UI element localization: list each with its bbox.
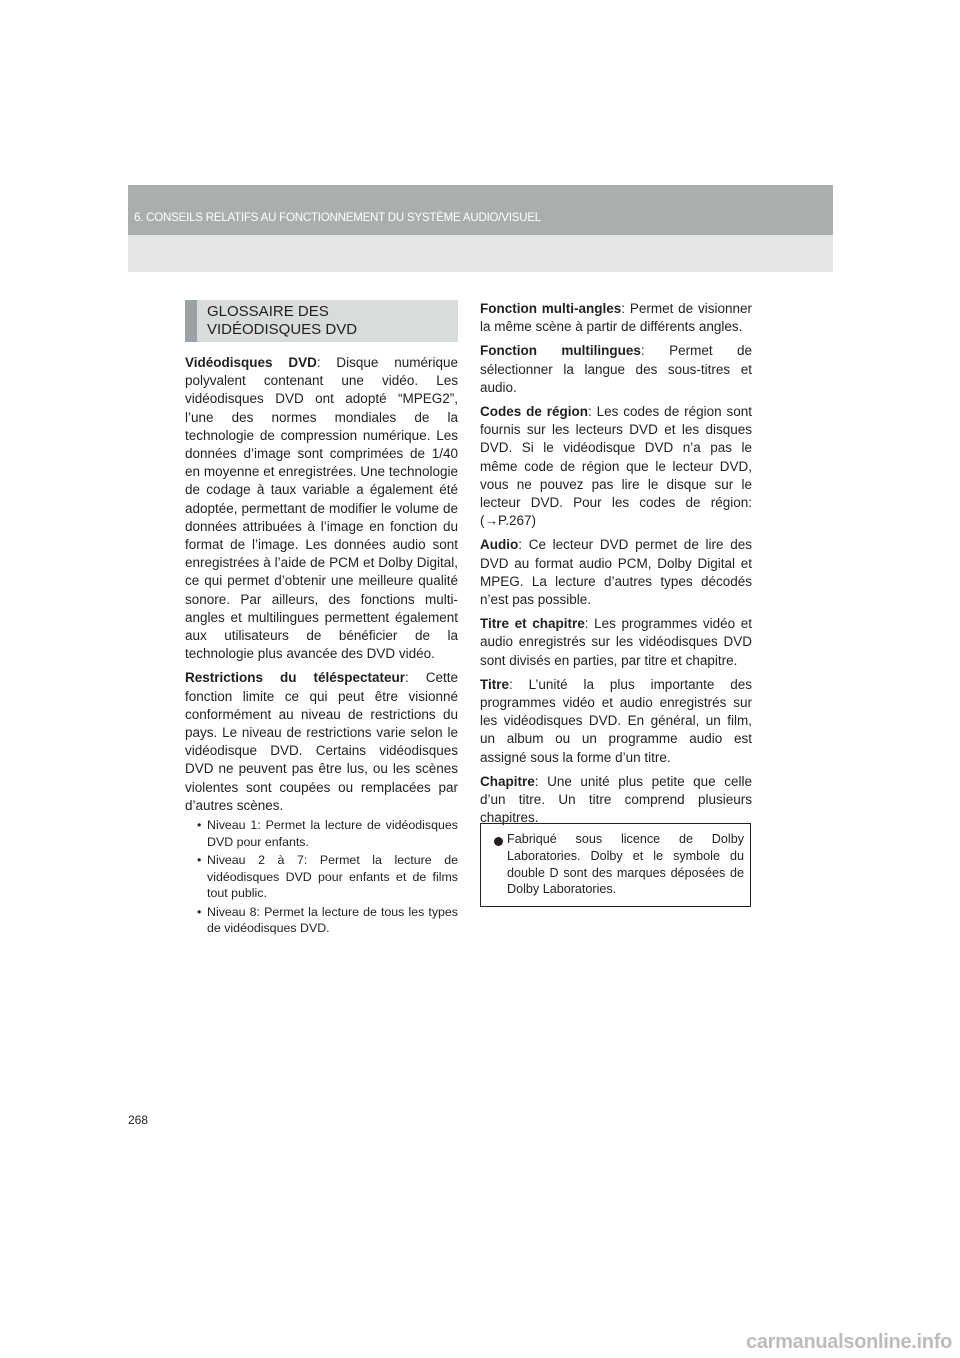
right-column (480, 300, 752, 833)
term-label: Titre (480, 676, 510, 692)
term-label: Vidéodisques DVD (185, 355, 317, 370)
entry-videodisques (185, 354, 458, 663)
restriction-levels-list (199, 817, 458, 937)
left-column (185, 354, 458, 939)
term-definition: : Ce lecteur DVD permet de lire des DVD au format audio PCM, Dolby Digital et MPEG. La lecture d’autres types décodés n’est pas possible. (480, 537, 752, 608)
entry-titre (480, 676, 752, 767)
term-definition: : Disque numérique polyvalent contenant une vidéo. Les vidéodisques DVD ont adopté “MPEG2”, l’une des normes mondiales de la technologie de compression numérique. Les données d’image sont comprimées de 1/40 en moyenne et enregistrées. Une technologie de codage à taux variable a également été adoptée, permettant de modifier le volume de données attribuées à l’image en fonction du format de l’image. Les données audio sont enregistrées à l’aide de PCM et Dolby Digital, ce qui permet d’obtenir une meilleure qualité sonore. Par ailleurs, des fonctions multi-angles et multilingues permettent également aux utilisateurs de bénéficier de la technologie plus avancée des DVD vidéo. (185, 355, 458, 662)
note-text: Fabriqué sous licence de Dolby Laboratories. Dolby et le symbole du double D sont des marques déposées de Dolby Laboratories. (507, 832, 744, 897)
entry-titre-chapitre (480, 615, 752, 670)
term-label: Audio (480, 537, 519, 553)
entry-multilingues (480, 342, 752, 397)
entry-restrictions (185, 669, 458, 815)
term-definition: : Une unité plus petite que celle d’un titre. Un titre comprend plusieurs chapitres. (480, 773, 752, 826)
term-definition: : Les codes de région sont fournis sur les lecteurs DVD et les disques DVD. Si le vidéodisque DVD n’a pas le même code de région que le lecteur DVD, vous ne pouvez pas lire le disque sur le lecteur DVD. Pour les codes de région: (→P.267) (480, 404, 752, 529)
term-label: Fonction multi-angles (480, 301, 622, 316)
term-definition: : L’unité la plus importante des programmes vidéo et audio enregistrés sur les vidéodisques DVD. En général, un film, un album ou un programme audio est assigné sous la forme d’un titre. (480, 676, 752, 765)
entry-audio (480, 536, 752, 609)
section-heading-bar (185, 300, 197, 342)
section-heading (185, 300, 458, 342)
list-item: • Niveau 2 à 7: Permet la lecture de vidéodisques DVD pour enfants et de films tout public. (199, 852, 458, 902)
entry-multi-angles (480, 300, 752, 336)
term-definition: : Cette fonction limite ce qui peut être visionné conformément au niveau de restrictions du pays. Le niveau de restrictions varie selon le vidéodisque DVD. Certains vidéodisques DVD ne peuvent pas être lus, ou les scènes violentes sont coupées ou remplacées par d’autres scènes. (185, 670, 458, 813)
entry-codes-region (480, 403, 752, 530)
chapter-title: 6. CONSEILS RELATIFS AU FONCTIONNEMENT DU SYSTÈME AUDIO/VISUEL (134, 212, 542, 224)
watermark: carmanualsonline.info (746, 1331, 952, 1353)
header-band (128, 185, 833, 235)
term-label: Codes de région (480, 404, 589, 420)
list-item: • Niveau 1: Permet la lecture de vidéodisques DVD pour enfants. (199, 817, 458, 850)
term-definition: : Permet de sélectionner la langue des sous-titres et audio. (480, 343, 752, 395)
term-label: Titre et chapitre (480, 616, 585, 632)
header-sub-band (128, 235, 833, 272)
note-box (480, 823, 751, 907)
entry-chapitre (480, 773, 752, 828)
term-definition: : Les programmes vidéo et audio enregistrés sur les vidéodisques DVD sont divisés en parties, par titre et chapitre. (480, 616, 752, 668)
list-item: • Niveau 8: Permet la lecture de tous les types de vidéodisques DVD. (199, 904, 458, 937)
bullet-dot-icon (494, 837, 503, 846)
term-label: Fonction multilingues (480, 343, 641, 359)
term-label: Restrictions du téléspectateur (185, 670, 405, 686)
section-title: GLOSSAIRE DES VIDÉODISQUES DVD (207, 303, 358, 338)
page-number: 268 (128, 1113, 149, 1127)
term-label: Chapitre (480, 773, 535, 789)
term-definition: : Permet de visionner la même scène à partir de différents angles. (480, 301, 752, 335)
